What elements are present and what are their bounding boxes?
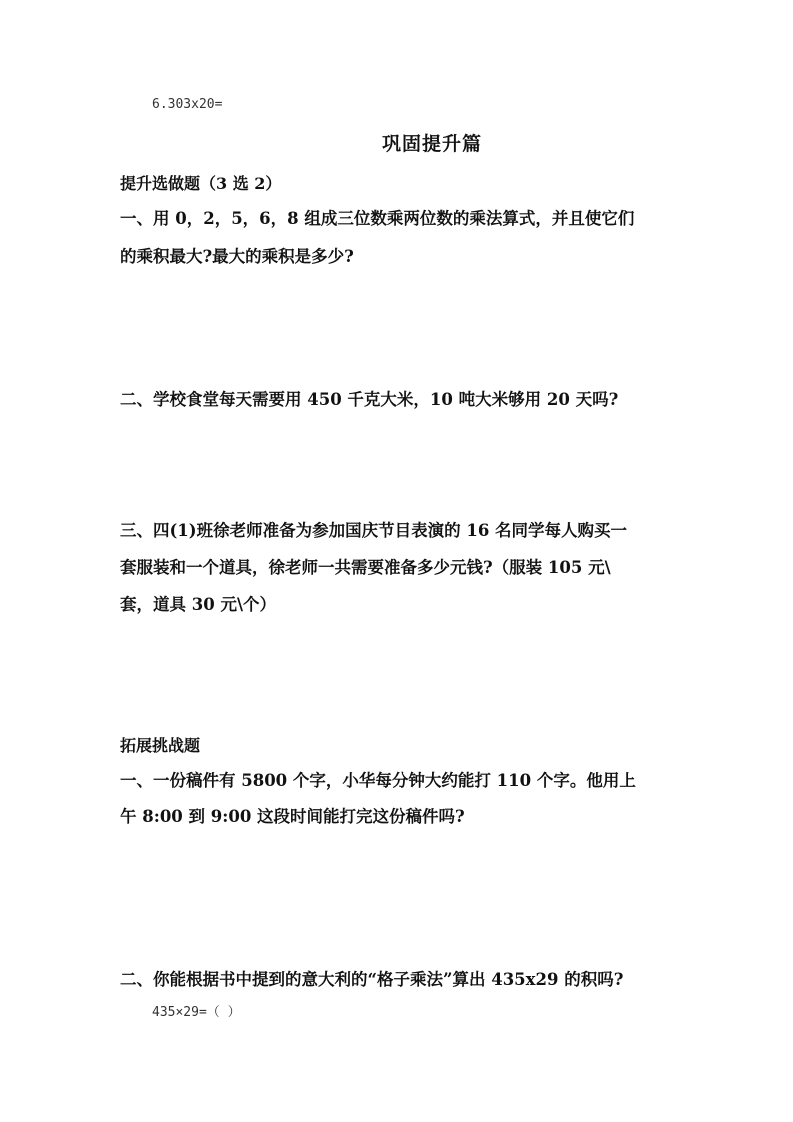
top-equation: 6.303x20= <box>152 97 223 112</box>
question-3-line-2: 套服装和一个道具，徐老师一共需要准备多少元钱?（服装 105 元\ <box>120 558 611 577</box>
question-3-line-1: 三、四(1)班徐老师准备为参加国庆节目表演的 16 名同学每人购买一 <box>120 521 628 540</box>
challenge-question-1-line-1: 一、一份稿件有 5800 个字，小华每分钟大约能打 110 个字。他用上 <box>120 771 636 790</box>
page-title: 巩固提升篇 <box>382 133 483 155</box>
question-2-line-1: 二、学校食堂每天需要用 450 千克大米，10 吨大米够用 20 天吗? <box>120 390 619 409</box>
question-1-line-1: 一、用 0，2，5，6，8 组成三位数乘两位数的乘法算式，并且使它们 <box>120 209 635 228</box>
challenge-question-2-line-1: 二、你能根据书中提到的意大利的“格子乘法”算出 435x29 的积吗? <box>120 970 624 989</box>
question-1-line-2: 的乘积最大?最大的乘积是多少? <box>120 247 354 266</box>
question-3-line-3: 套，道具 30 元\个） <box>120 595 276 614</box>
section-heading-elective: 提升选做题（3 选 2） <box>120 174 282 193</box>
answer-blank-line: 435×29=（ ） <box>152 1005 241 1020</box>
section-heading-challenge: 拓展挑战题 <box>120 736 201 755</box>
challenge-question-1-line-2: 午 8:00 到 9:00 这段时间能打完这份稿件吗? <box>120 807 465 826</box>
